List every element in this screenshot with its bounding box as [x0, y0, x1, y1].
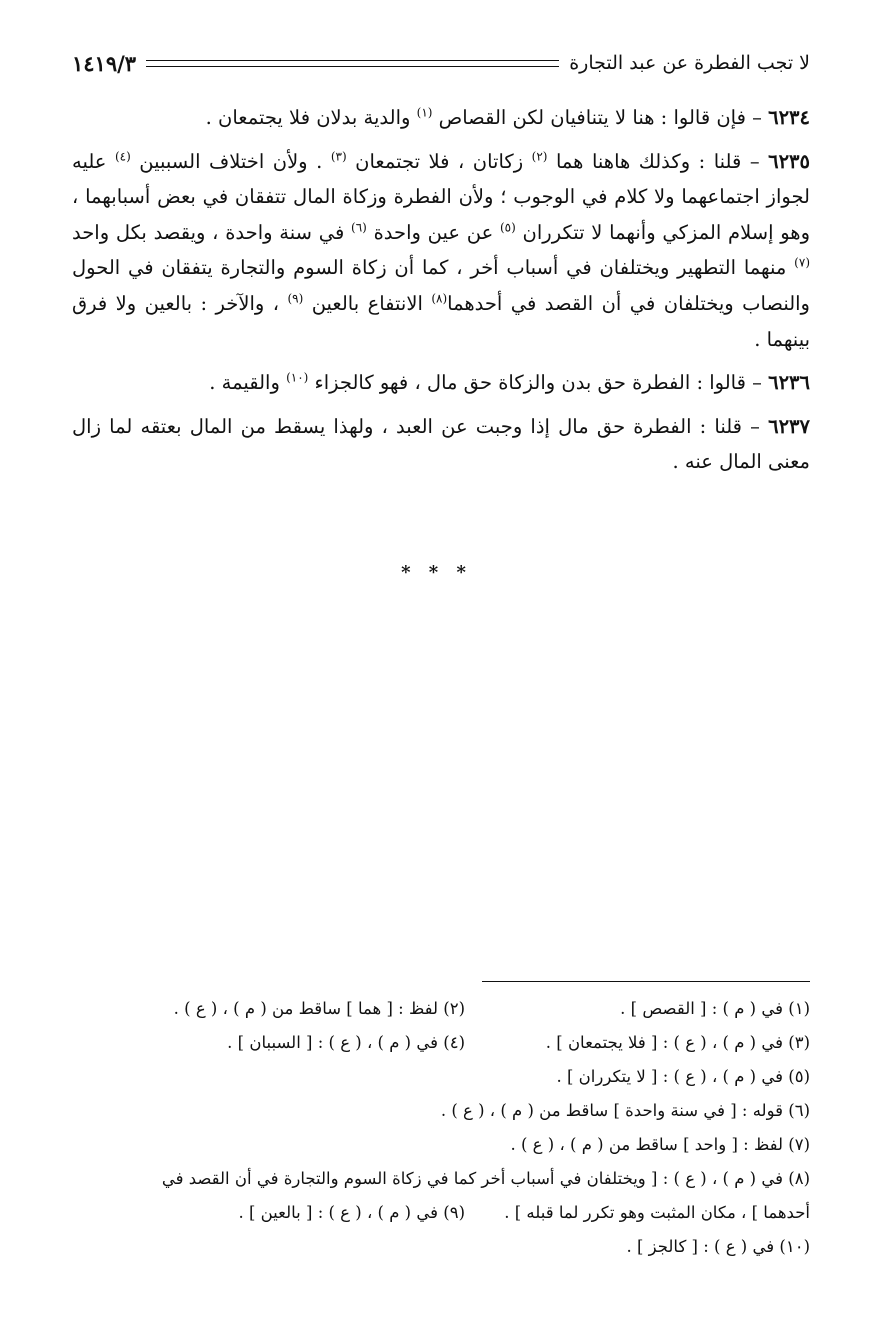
- footnote-6: (٦) قوله : [ في سنة واحدة ] ساقط من ( م ) ، ( ع ) .: [440, 1101, 810, 1120]
- footnote-1: (١) في ( م ) : [ القصص ] .: [620, 999, 810, 1018]
- paragraph-text: – فإن قالوا : هنا لا يتنافيان لكن القصاص: [432, 106, 762, 129]
- footnote-ref-9[interactable]: (٩): [287, 291, 304, 306]
- paragraph-number: ٦٢٣٤: [768, 106, 810, 129]
- footnote-ref-4[interactable]: (٤): [114, 149, 131, 164]
- paragraph-text: والقيمة .: [209, 371, 287, 395]
- footnote-ref-3[interactable]: (٣): [330, 149, 347, 164]
- paragraph-text: . ولأن اختلاف السببين: [130, 149, 331, 173]
- paragraph-number: ٦٢٣٦: [768, 371, 810, 395]
- paragraph-text: منهما التطهير ويختلفان في أسباب أخر ، كما أن زكاة السوم والتجارة يتفقان في الحول والنصاب ويختلفان في أن القصد في أحدهما: [72, 256, 810, 315]
- footnote-2: (٢) لفظ : [ هما ] ساقط من ( م ) ، ( ع ) .: [173, 999, 465, 1018]
- paragraph-text: ، والآخر : بالعين ولا فرق بينهما .: [72, 291, 810, 351]
- footnote-9: (٩) في ( م ) ، ( ع ) : [ بالعين ] .: [238, 1203, 465, 1222]
- footnote-7: (٧) لفظ : [ واحد ] ساقط من ( م ) ، ( ع ) .: [510, 1135, 810, 1154]
- footnote-ref-7[interactable]: (٧): [794, 255, 810, 270]
- footnote-ref-8[interactable]: (٨): [431, 291, 448, 306]
- footnote-8-line-1: (٨) في ( م ) ، ( ع ) : [ ويختلفان في أسباب أخر كما في زكاة السوم والتجارة في أن القصد في: [161, 1169, 810, 1188]
- footnote-4: (٤) في ( م ) ، ( ع ) : [ السببان ] .: [227, 1033, 465, 1052]
- paragraph-text: – قلنا : الفطرة حق مال إذا وجبت عن العبد ، ولهذا يسقط من المال بعتقه لما زال معنى المال عنه .: [72, 414, 810, 474]
- paragraph-text: زكاتان ، فلا تجتمعان: [346, 149, 532, 173]
- paragraph-6234: [72, 100, 810, 136]
- main-text: [72, 100, 810, 488]
- header-title: لا تجب الفطرة عن عبد التجارة: [569, 52, 810, 74]
- paragraph-text: في سنة واحدة ، ويقصد بكل واحد: [72, 220, 352, 244]
- page-number: ١٤١٩/٣: [72, 50, 137, 76]
- paragraph-text: – قلنا : وكذلك هاهنا هما: [547, 149, 760, 173]
- footnote-ref-10[interactable]: (١٠): [286, 370, 309, 385]
- paragraph-6236: [72, 365, 810, 401]
- footnote-row: [72, 992, 810, 1026]
- footnote-ref-6[interactable]: (٦): [351, 220, 367, 235]
- footnotes: [72, 992, 810, 1264]
- footnote-3: (٣) في ( م ) ، ( ع ) : [ فلا يجتمعان ] .: [545, 1033, 810, 1052]
- footnote-divider: [482, 981, 810, 982]
- footnote-ref-5[interactable]: (٥): [499, 220, 516, 235]
- footnote-row: [72, 1196, 810, 1230]
- footnote-ref-2[interactable]: (٢): [531, 149, 548, 164]
- paragraph-text: الانتفاع بالعين: [303, 291, 432, 315]
- paragraph-number: ٦٢٣٧: [768, 414, 811, 438]
- section-separator: * * *: [401, 562, 472, 583]
- footnote-10: (١٠) في ( ع ) : [ كالجز ] .: [626, 1237, 810, 1256]
- footnote-row: [72, 1026, 810, 1060]
- footnote-5: (٥) في ( م ) ، ( ع ) : [ لا يتكرران ] .: [556, 1067, 810, 1086]
- header-double-rule: [146, 60, 559, 67]
- paragraph-6237: [72, 409, 810, 480]
- footnote-8-line-2: أحدهما ] ، مكان المثبت وهو تكرر لما قبله ] .: [504, 1203, 810, 1222]
- paragraph-text: – قالوا : الفطرة حق بدن والزكاة حق مال ، فهو كالجزاء: [308, 371, 762, 395]
- paragraph-text: عن عين واحدة: [366, 220, 500, 244]
- paragraph-number: ٦٢٣٥: [768, 149, 810, 173]
- running-header: [72, 48, 810, 78]
- footnote-ref-1[interactable]: (١): [416, 105, 433, 120]
- paragraph-text: والدية بدلان فلا يجتمعان .: [205, 106, 417, 129]
- paragraph-text: عليه لجواز اجتماعهما ولا كلام في الوجوب ؛ ولأن الفطرة وزكاة المال تتفقان في بعض أسبابهما ، وهو إسلام المزكي وأنهما لا تتكرران: [72, 149, 810, 244]
- paragraph-6235: [72, 144, 810, 358]
